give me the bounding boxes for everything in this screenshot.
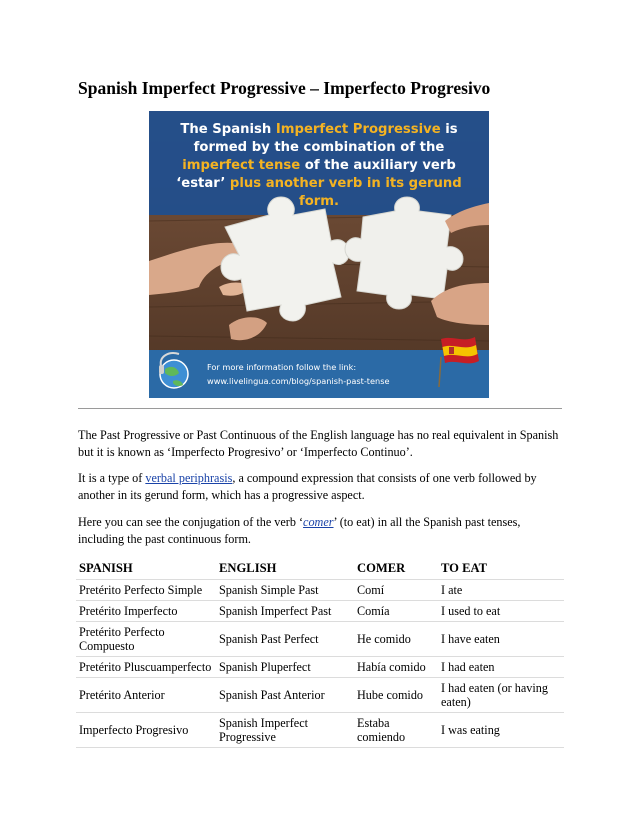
cell-comer: Hube comido	[357, 688, 424, 702]
hero-headline-segment: form.	[298, 194, 340, 209]
cell-english: Spanish Simple Past	[219, 583, 319, 597]
p3-text-after: ’ (to eat) in all the Spanish past tenses, including the past continuous form.	[78, 515, 521, 546]
hero-footer-line2: www.livelingua.com/blog/spanish-past-tense	[207, 376, 390, 386]
table-row	[76, 580, 564, 601]
cell-comer: Comía	[357, 604, 390, 618]
intro-paragraph-1: The Past Progressive or Past Continuous of the English language has no real equivalent in Spanish but it is known as ‘Imperfecto Progresivo’ or ‘Imperfecto Continuo’.	[78, 428, 559, 459]
table-row	[76, 601, 564, 622]
table-row	[76, 713, 564, 748]
conjugation-table	[76, 557, 564, 748]
hero-headline-line	[194, 140, 445, 155]
header-english: ENGLISH	[219, 561, 277, 575]
hero-headline-segment: formed by the combination of the	[193, 140, 445, 155]
page-title: Spanish Imperfect Progressive – Imperfecto Progresivo	[78, 78, 491, 98]
intro-paragraph-2	[78, 470, 564, 503]
hero-headline-line	[180, 122, 457, 137]
p3-text-before: Here you can see the conjugation of the verb ‘	[78, 515, 304, 529]
hero-headline-segment: plus another verb in its gerund	[229, 176, 462, 191]
cell-spanish: Pretérito Perfecto Compuesto	[79, 625, 165, 653]
cell-to-eat: I have eaten	[441, 632, 500, 646]
cell-spanish: Pretérito Perfecto Simple	[79, 583, 203, 597]
cell-comer: He comido	[357, 632, 411, 646]
table-row	[76, 657, 564, 678]
hero-headline-segment: ‘estar’	[176, 176, 230, 191]
table-row	[76, 678, 564, 713]
cell-english: Spanish Past Perfect	[219, 632, 319, 646]
cell-comer: Comí	[357, 583, 385, 597]
header-to-eat: TO EAT	[441, 561, 488, 575]
puzzle-pieces-image	[149, 111, 489, 398]
cell-to-eat: I had eaten (or having eaten)	[441, 681, 548, 709]
hero-footer-line1: For more information follow the link:	[207, 362, 357, 372]
table-header-row	[76, 557, 564, 580]
cell-comer: Había comido	[357, 660, 426, 674]
cell-to-eat: I used to eat	[441, 604, 501, 618]
header-spanish: SPANISH	[79, 561, 133, 575]
p2-text-before: It is a type of	[78, 471, 146, 485]
hero-headline-line	[176, 176, 461, 191]
hero-headline-line	[182, 158, 456, 173]
cell-english: Spanish Imperfect Past	[219, 604, 332, 618]
comer-link-text: comer	[303, 515, 334, 529]
cell-to-eat: I ate	[441, 583, 463, 597]
verbal-periphrasis-link[interactable]: verbal periphrasis	[145, 471, 233, 485]
cell-spanish: Pretérito Anterior	[79, 688, 165, 702]
table-row	[76, 622, 564, 657]
horizontal-rule	[78, 408, 562, 409]
cell-spanish: Pretérito Imperfecto	[79, 604, 178, 618]
cell-english: Spanish Imperfect Progressive	[219, 716, 309, 744]
cell-english: Spanish Past Anterior	[219, 688, 325, 702]
cell-comer: Estaba comiendo	[357, 716, 406, 744]
hero-headline-line	[299, 194, 339, 209]
hero-headline-segment: The Spanish	[180, 122, 276, 137]
cell-spanish: Pretérito Pluscuamperfecto	[79, 660, 212, 674]
cell-to-eat: I had eaten	[441, 660, 495, 674]
hero-headline-segment: of the auxiliary verb	[300, 158, 456, 173]
hero-headline-segment: is	[440, 122, 458, 137]
hero-image	[149, 111, 489, 398]
cell-spanish: Imperfecto Progresivo	[79, 723, 189, 737]
comer-link[interactable]	[303, 515, 333, 529]
hero-headline-segment: imperfect tense	[182, 158, 301, 173]
intro-paragraph-3	[78, 514, 564, 547]
p2-text-after: , a compound expression that consists of one verb followed by another in its gerund form, which has a progressive aspect.	[78, 471, 537, 502]
header-comer: COMER	[357, 561, 406, 575]
hero-headline-segment: Imperfect Progressive	[275, 122, 441, 137]
cell-english: Spanish Pluperfect	[219, 660, 311, 674]
cell-to-eat: I was eating	[441, 723, 500, 737]
